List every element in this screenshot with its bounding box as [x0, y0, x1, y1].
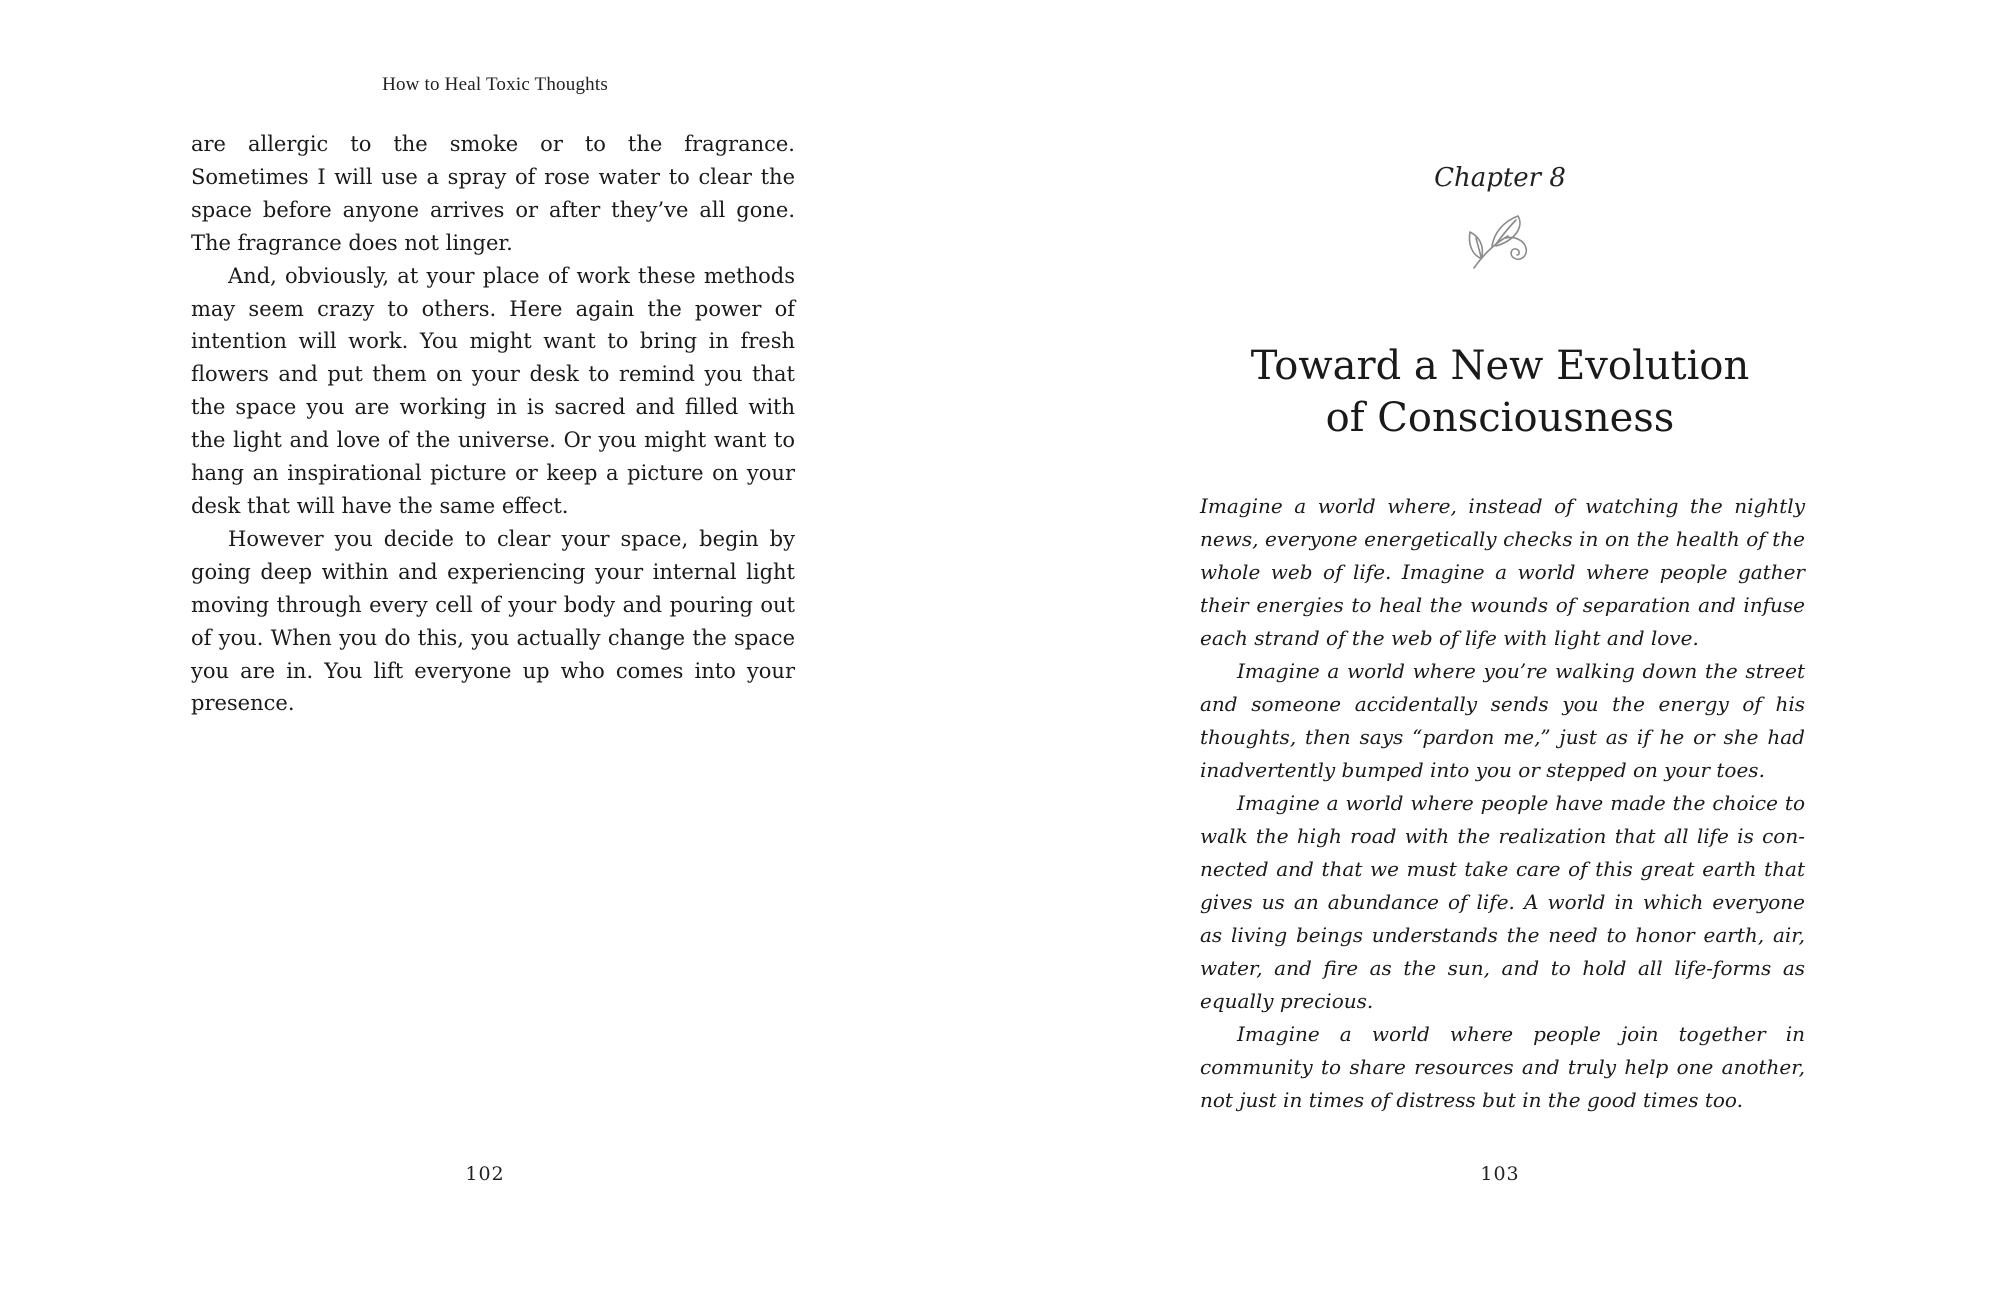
page-number-right: 103	[1480, 1163, 1520, 1185]
right-body-text	[1200, 490, 1805, 1117]
leaf-sprig-icon	[1466, 208, 1534, 272]
right-paragraph-2: Imagine a world where you’re walking down the street and someone accidentally sends you the energy of his thoughts, then says “pardon me,” just as if he or she had inadvertently bumped into you or stepped on your toes.	[1200, 659, 1805, 782]
right-paragraph-4: Imagine a world where people join together in community to share resources and truly help one another, not just in times of distress but in the good times too.	[1200, 1022, 1805, 1112]
chapter-title-line-2: of Consciousness	[1325, 395, 1675, 441]
right-paragraph-1: Imagine a world where, instead of watching the nightly news, everyone energetically checks in on the health of the whole web of life. Imagine a world where people gather their energies to heal the wounds of separation and infuse each strand of the web of life with light and love.	[1200, 494, 1805, 650]
left-paragraph-2: And, obviously, at your place of work these methods may seem crazy to others. Here again the power of intention will work. You might want to bring in fresh flowers and put them on your desk to remind you that the space you are working in is sacred and filled with the light and love of the universe. Or you might want to hang an inspirational picture or keep a picture on your desk that will have the same effect.	[191, 263, 795, 518]
chapter-title-line-1: Toward a New Evolution	[1250, 343, 1750, 389]
right-paragraph-3: Imagine a world where people have made the choice to walk the high road with the realization that all life is connected and that we must take care of this great earth that gives us an abundance of life. A world in which everyone as living beings understands the need to honor earth, air, water, and fire as the sun, and to hold all life-forms as equally precious.	[1200, 791, 1805, 1013]
running-head: How to Heal Toxic Thoughts	[382, 74, 608, 95]
left-body-text	[191, 128, 795, 720]
chapter-label: Chapter 8	[1434, 163, 1566, 193]
right-page	[1000, 0, 2000, 1293]
chapter-title	[1000, 340, 2000, 444]
left-paragraph-1: are allergic to the smoke or to the fragrance. Sometimes I will use a spray of rose water to clear the space before anyone arrives or after they’ve all gone. The fragrance does not linger.	[191, 132, 795, 255]
left-paragraph-3: However you decide to clear your space, begin by going deep within and experiencing your internal light moving through every cell of your body and pouring out of you. When you do this, you actually change the space you are in. You lift everyone up who comes into your presence.	[191, 526, 795, 716]
page-number-left: 102	[465, 1163, 505, 1185]
